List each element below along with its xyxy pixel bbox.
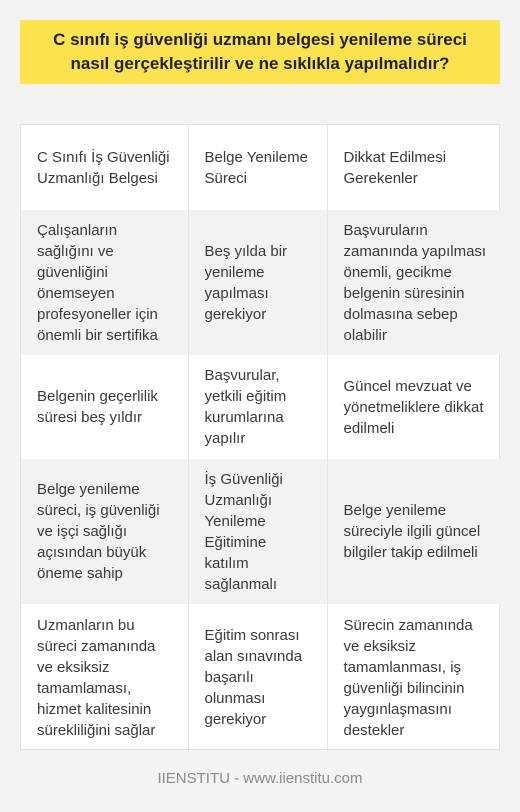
table-cell: Eğitim sonrası alan sınavında başarılı olunması gerekiyor bbox=[188, 604, 327, 751]
table-cell: İş Güvenliği Uzmanlığı Yenileme Eğitimine katılım sağlanmalı bbox=[188, 459, 327, 604]
title-banner bbox=[20, 20, 500, 84]
footer-credit: IIENSTITU - www.iienstitu.com bbox=[157, 770, 363, 787]
table-cell: Belgenin geçerlilik süresi beş yıldır bbox=[21, 355, 188, 459]
info-table-container bbox=[20, 124, 500, 750]
table-cell: Başvuruların zamanında yapılması önemli, gecikme belgenin süresinin dolmasına sebep olabilir bbox=[327, 210, 501, 355]
table-cell: Belge yenileme süreciyle ilgili güncel bilgiler takip edilmeli bbox=[327, 459, 501, 604]
info-table bbox=[21, 125, 501, 751]
table-cell: Uzmanların bu süreci zamanında ve eksiksiz tamamlaması, hizmet kalitesinin sürekliliğini sağlar bbox=[21, 604, 188, 751]
table-row bbox=[21, 459, 501, 604]
page-title: C sınıfı iş güvenliği uzmanı belgesi yenileme süreci nasıl gerçekleştirilir ve ne sıklıkla yapılmalıdır? bbox=[53, 30, 467, 73]
table-cell: Sürecin zamanında ve eksiksiz tamamlanması, iş güvenliği bilincinin yaygınlaşmasını destekler bbox=[343, 616, 473, 739]
table-header-cell: C Sınıfı İş Güvenliği Uzmanlığı Belgesi bbox=[21, 125, 188, 210]
table-row bbox=[21, 355, 501, 459]
table-row bbox=[21, 210, 501, 355]
table-cell: Belge yenileme süreci, iş güvenliği ve işçi sağlığı açısından büyük öneme sahip bbox=[21, 459, 188, 604]
table-header-cell: Dikkat Edilmesi Gerekenler bbox=[343, 148, 447, 187]
table-cell: Çalışanların sağlığını ve güvenliğini önemseyen profesyoneller için önemli bir sertifika bbox=[21, 210, 188, 355]
table-row bbox=[21, 604, 501, 751]
table-cell: Başvurular, yetkili eğitim kurumlarına yapılır bbox=[188, 355, 327, 459]
table-header-cell: Belge Yenileme Süreci bbox=[188, 125, 327, 210]
table-cell: Güncel mevzuat ve yönetmeliklere dikkat edilmeli bbox=[343, 377, 484, 437]
table-cell: Beş yılda bir yenileme yapılması gerekiyor bbox=[188, 210, 327, 355]
table-header-row bbox=[21, 125, 501, 210]
